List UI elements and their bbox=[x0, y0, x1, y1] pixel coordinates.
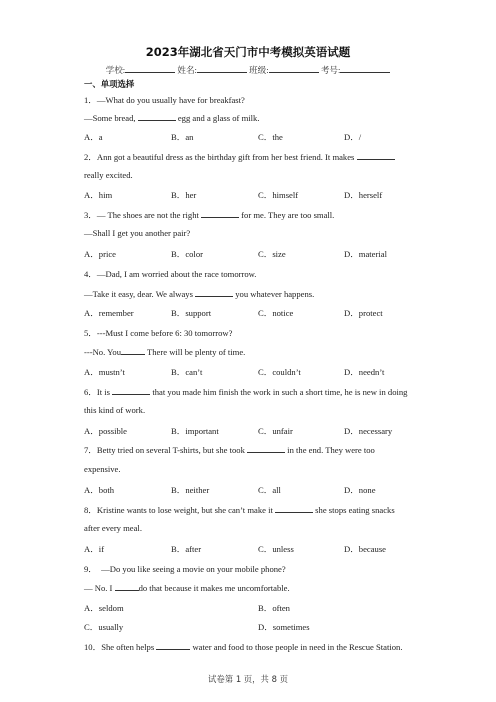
question-7-cont: expensive. bbox=[84, 464, 121, 474]
page-title: 2023年湖北省天门市中考模拟英语试题 bbox=[145, 45, 351, 59]
option-c[interactable]: C．himself bbox=[258, 190, 299, 200]
number-blank[interactable] bbox=[340, 64, 390, 73]
option-a[interactable]: A．him bbox=[84, 190, 113, 200]
question-7-text: 7．Betty tried on several T-shirts, but she took bbox=[84, 445, 248, 455]
name-blank[interactable] bbox=[197, 64, 247, 73]
question-3-reply: —Shall I get you another pair? bbox=[84, 228, 191, 238]
answer-blank bbox=[195, 288, 233, 297]
option-d[interactable]: D．needn’t bbox=[344, 367, 385, 377]
option-c[interactable]: C．all bbox=[258, 485, 281, 495]
answer-blank bbox=[357, 151, 395, 160]
option-d[interactable]: D．material bbox=[344, 249, 387, 259]
question-6-cont: this kind of work. bbox=[84, 405, 146, 415]
question-6-stem bbox=[84, 386, 407, 398]
question-1-options bbox=[84, 131, 414, 143]
option-c[interactable]: C．the bbox=[258, 132, 283, 142]
student-info-line bbox=[0, 64, 496, 76]
question-5-stem: 5．---Must I come before 6: 30 tomorrow? bbox=[84, 328, 233, 338]
option-c[interactable]: C．unless bbox=[258, 544, 294, 554]
option-a[interactable]: A．mustn’t bbox=[84, 367, 125, 377]
school-blank[interactable] bbox=[125, 64, 175, 73]
answer-blank bbox=[275, 504, 313, 513]
question-2-cont: really excited. bbox=[84, 170, 133, 180]
question-10-text: water and food to those people in need in the Rescue Station. bbox=[190, 642, 403, 652]
question-7-stem bbox=[84, 444, 375, 456]
class-blank[interactable] bbox=[269, 64, 319, 73]
page-footer: 试卷第 1 页，共 8 页 bbox=[208, 674, 288, 684]
option-a[interactable]: A．price bbox=[84, 249, 116, 259]
option-a[interactable]: A．remember bbox=[84, 308, 134, 318]
option-a[interactable]: A．possible bbox=[84, 426, 127, 436]
option-b[interactable]: B．color bbox=[171, 249, 203, 259]
question-6-text: that you made him finish the work in such a short time, he is new in doing bbox=[150, 387, 408, 397]
question-8-cont: after every meal. bbox=[84, 523, 142, 533]
question-5-options bbox=[84, 366, 414, 378]
option-a[interactable]: A．both bbox=[84, 485, 115, 495]
option-c[interactable]: C．couldn’t bbox=[258, 367, 301, 377]
question-9-text: do that because it makes me uncomfortable. bbox=[138, 583, 290, 593]
number-label: 考号: bbox=[320, 65, 341, 75]
option-d[interactable]: D．because bbox=[344, 544, 386, 554]
question-3-text: for me. They are too small. bbox=[239, 210, 335, 220]
answer-blank bbox=[201, 209, 239, 218]
question-5-text: There will be plenty of time. bbox=[145, 347, 246, 357]
question-5-reply bbox=[84, 346, 245, 357]
question-1-reply bbox=[84, 112, 259, 123]
question-1-text: egg and a glass of milk. bbox=[175, 113, 260, 123]
question-1-stem: 1．—What do you usually have for breakfast? bbox=[84, 95, 245, 105]
answer-blank bbox=[115, 582, 139, 591]
option-b[interactable]: B．her bbox=[171, 190, 197, 200]
section-title: 一、单项选择 bbox=[84, 79, 135, 89]
question-4-reply bbox=[84, 288, 314, 299]
question-8-options bbox=[84, 543, 414, 555]
question-4-stem: 4．—Dad, I am worried about the race tomorrow. bbox=[84, 269, 257, 279]
question-5-text: ---No. You bbox=[84, 347, 122, 357]
option-d[interactable]: D．none bbox=[344, 485, 376, 495]
question-2-stem bbox=[84, 151, 395, 163]
question-9-stem: 9． —Do you like seeing a movie on your mobile phone? bbox=[84, 564, 286, 574]
question-7-text: in the end. They were too bbox=[285, 445, 375, 455]
option-d[interactable]: D．protect bbox=[344, 308, 383, 318]
question-9-options-row1 bbox=[84, 602, 414, 614]
name-label: 姓名: bbox=[177, 65, 197, 75]
option-d[interactable]: D．herself bbox=[344, 190, 383, 200]
school-label: 学校: bbox=[105, 65, 126, 75]
option-c[interactable]: C．notice bbox=[258, 308, 294, 318]
question-6-text: 6．It is bbox=[84, 387, 113, 397]
class-label: 班级: bbox=[249, 65, 269, 75]
answer-blank bbox=[138, 112, 176, 121]
question-10-text: 10．She often helps bbox=[84, 642, 157, 652]
question-9-options-row2 bbox=[84, 621, 414, 633]
question-1-text: —Some bread, bbox=[84, 113, 138, 123]
answer-blank bbox=[247, 444, 285, 453]
question-4-text: you whatever happens. bbox=[233, 289, 315, 299]
question-8-text: she stops eating snacks bbox=[313, 505, 395, 515]
answer-blank bbox=[121, 346, 145, 355]
option-b[interactable]: B．important bbox=[171, 426, 219, 436]
option-b[interactable]: B．often bbox=[258, 603, 290, 613]
option-a[interactable]: A．a bbox=[84, 132, 103, 142]
question-8-stem bbox=[84, 504, 395, 516]
question-8-text: 8．Kristine wants to lose weight, but she can’t make it bbox=[84, 505, 276, 515]
option-b[interactable]: B．neither bbox=[171, 485, 210, 495]
question-3-text: 3．— The shoes are not the right bbox=[84, 210, 202, 220]
option-d[interactable]: D．sometimes bbox=[258, 622, 310, 632]
option-d[interactable]: D．necessary bbox=[344, 426, 393, 436]
option-b[interactable]: B．an bbox=[171, 132, 194, 142]
answer-blank bbox=[156, 641, 190, 650]
question-4-options bbox=[84, 307, 414, 319]
option-a[interactable]: A．seldom bbox=[84, 603, 124, 613]
option-a[interactable]: A．if bbox=[84, 544, 105, 554]
question-3-stem bbox=[84, 209, 334, 221]
option-c[interactable]: C．size bbox=[258, 249, 286, 259]
question-7-options bbox=[84, 484, 414, 496]
question-4-text: —Take it easy, dear. We always bbox=[84, 289, 196, 299]
question-9-text: — No. I bbox=[84, 583, 115, 593]
option-b[interactable]: B．support bbox=[171, 308, 212, 318]
option-d[interactable]: D．/ bbox=[344, 132, 362, 142]
option-c[interactable]: C．unfair bbox=[258, 426, 293, 436]
answer-blank bbox=[112, 386, 150, 395]
option-c[interactable]: C．usually bbox=[84, 622, 124, 632]
option-b[interactable]: B．after bbox=[171, 544, 202, 554]
question-2-text: 2．Ann got a beautiful dress as the birthday gift from her best friend. It makes bbox=[84, 152, 357, 162]
question-6-options bbox=[84, 425, 414, 437]
question-3-options bbox=[84, 248, 414, 260]
question-9-reply bbox=[84, 582, 290, 593]
option-b[interactable]: B．can’t bbox=[171, 367, 203, 377]
question-10-stem bbox=[84, 641, 403, 653]
question-2-options bbox=[84, 189, 414, 201]
